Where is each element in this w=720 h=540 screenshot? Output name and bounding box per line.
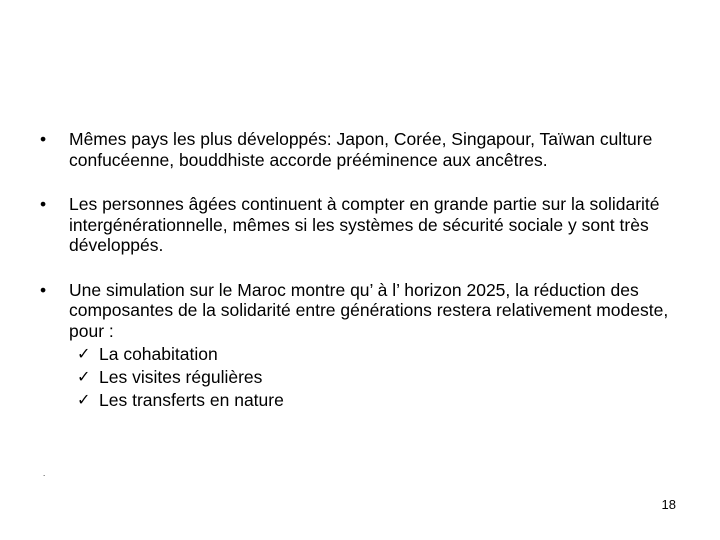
sub-item-text: Les transferts en nature <box>99 390 284 410</box>
sub-item-transfers <box>69 389 690 412</box>
checkmark-icon: ✓ <box>77 392 91 409</box>
footer-mark: . <box>43 469 46 478</box>
sub-item-text: La cohabitation <box>99 344 218 364</box>
sub-item-cohabitation <box>69 343 690 366</box>
bullet-marker: • <box>40 194 47 214</box>
page-number: 18 <box>661 497 676 512</box>
sub-item-text: Les visites régulières <box>99 367 263 387</box>
bullet-marker: • <box>40 279 47 300</box>
bullet-text: Les personnes âgées continuent à compter en grande partie sur la solidarité intergénérationnelle, mêmes si les systèmes de sécurité sociale y sont très développés. <box>69 194 660 255</box>
sub-bullet-list <box>69 343 690 412</box>
bullet-marker: • <box>40 129 47 149</box>
bullet-item-asia <box>40 129 690 170</box>
checkmark-icon: ✓ <box>77 346 91 363</box>
sub-item-visits <box>69 366 690 389</box>
bullet-text: Une simulation sur le Maroc montre qu’ à l’ horizon 2025, la réduction des composantes de la solidarité entre générations restera relativement modeste, pour : <box>69 279 669 341</box>
bullet-list <box>40 129 690 436</box>
bullet-item-morocco <box>40 280 690 413</box>
bullet-text: Mêmes pays les plus développés: Japon, Corée, Singapour, Taïwan culture confucéenne, bouddhiste accorde prééminence aux ancêtres. <box>69 129 653 170</box>
checkmark-icon: ✓ <box>77 369 91 386</box>
bullet-item-elderly <box>40 194 690 256</box>
